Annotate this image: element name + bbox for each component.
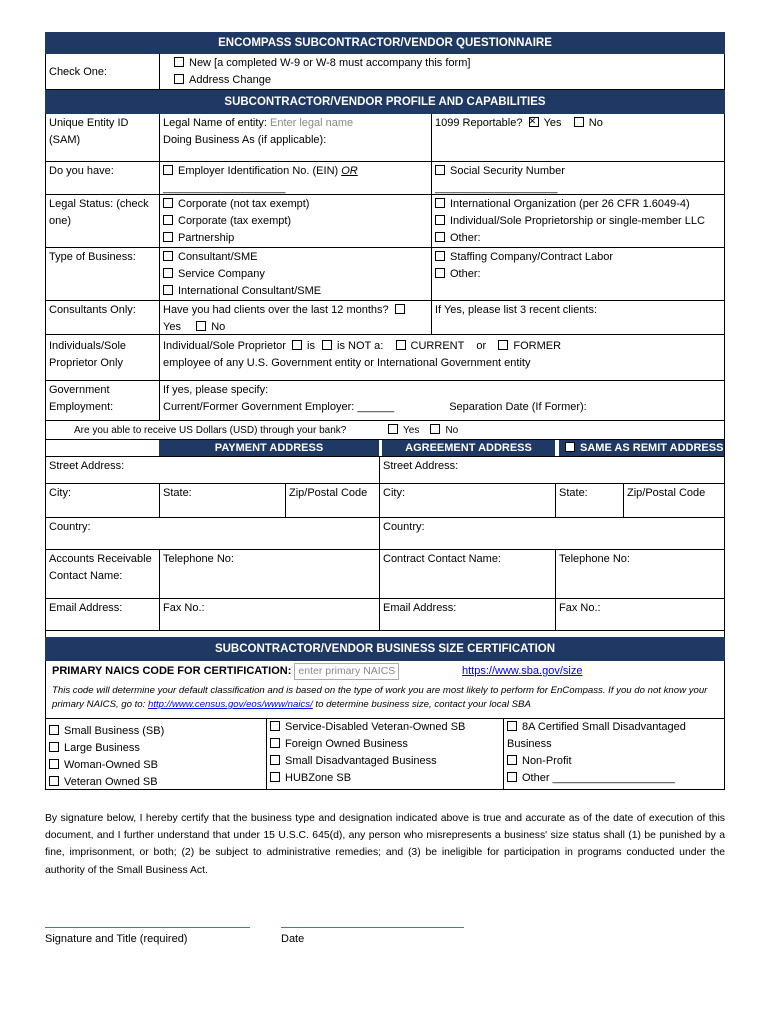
partnership-checkbox[interactable] [163, 232, 173, 242]
gov-cell: If yes, please specify: Current/Former Government Employer: ______ Separation Date (If Former): [159, 381, 724, 420]
agreement-telephone-label: Telephone No: [555, 550, 724, 598]
profile-title: SUBCONTRACTOR/VENDOR PROFILE AND CAPABILITIES [45, 90, 725, 114]
agreement-email-label: Email Address: [379, 599, 555, 630]
sole-prop-option[interactable]: Individual/Sole Proprietorship or single-member LLC [435, 213, 721, 230]
date-label: Date [281, 932, 305, 945]
same-as-remit[interactable]: SAME AS REMIT ADDRESS [559, 440, 724, 456]
reportable-no-checkbox[interactable] [574, 117, 584, 127]
naics-input[interactable]: enter primary NAICS [294, 663, 399, 680]
usd-options: Yes No [384, 421, 724, 439]
size-checkbox[interactable] [49, 759, 59, 769]
size-col-2 [266, 719, 503, 789]
uei-label: Unique Entity ID (SAM) [49, 117, 129, 146]
individuals-text-2: employee of any U.S. Government entity or International Government entity [163, 357, 531, 369]
address-header-row [45, 440, 725, 456]
individuals-row [45, 335, 725, 381]
legal-name-cell [159, 114, 431, 161]
contract-contact-label: Contract Contact Name: [379, 550, 555, 598]
census-link[interactable]: http://www.census.gov/eos/www/naics/ [147, 699, 313, 710]
payment-street-label: Street Address: [49, 460, 125, 472]
size-options [46, 719, 724, 789]
staffing-checkbox[interactable] [435, 251, 445, 261]
intl-org-checkbox[interactable] [435, 198, 445, 208]
agreement-country-label: Country: [379, 518, 724, 549]
intl-consultant-option[interactable]: International Consultant/SME [163, 283, 428, 300]
agreement-fax-label: Fax No.: [555, 599, 724, 630]
city-row [45, 484, 725, 518]
sole-prop-checkbox[interactable] [435, 215, 445, 225]
size-checkbox[interactable] [507, 721, 517, 731]
date-line[interactable] [281, 927, 464, 928]
former-checkbox[interactable] [498, 340, 508, 350]
legal-name-label: Legal Name of entity: [163, 117, 267, 129]
legal-status-label: Legal Status: (check one) [49, 198, 149, 227]
partnership-option[interactable]: Partnership [163, 230, 428, 247]
country-row [45, 518, 725, 550]
agreement-city-label: City: [379, 484, 555, 517]
size-checkbox[interactable] [49, 776, 59, 786]
legal-status-left [159, 195, 431, 247]
consultant-option[interactable]: Consultant/SME [163, 249, 428, 266]
size-checkbox[interactable] [270, 721, 280, 731]
corporate-not-exempt-option[interactable]: Corporate (not tax exempt) [163, 196, 428, 213]
ein-blank[interactable]: ____________________ [163, 182, 286, 194]
business-other-checkbox[interactable] [435, 268, 445, 278]
consultant-checkbox[interactable] [163, 251, 173, 261]
size-option[interactable]: Small Disadvantaged Business [270, 753, 500, 770]
separation-date-label: Separation Date (If Former): [449, 401, 587, 413]
ar-contact-label: Accounts Receivable Contact Name: [49, 553, 152, 582]
current-checkbox[interactable] [396, 340, 406, 350]
street-row [45, 456, 725, 484]
legal-status-right [431, 195, 724, 247]
legal-name-row [45, 114, 725, 162]
clients-question-cell: Have you had clients over the last 12 months? Yes No [159, 301, 431, 334]
reportable-yes-checkbox[interactable] [529, 117, 539, 127]
address-change-checkbox[interactable] [174, 74, 184, 84]
form-title: ENCOMPASS SUBCONTRACTOR/VENDOR QUESTIONNAIRE [45, 32, 725, 54]
usd-yes-checkbox[interactable] [388, 424, 398, 434]
payment-address-title: PAYMENT ADDRESS [159, 440, 379, 456]
size-option[interactable]: Woman-Owned SB [49, 757, 263, 774]
payment-email-label: Email Address: [49, 602, 123, 614]
business-type-right [431, 248, 724, 300]
payment-telephone-label: Telephone No: [159, 550, 379, 598]
gov-specify: If yes, please specify: [163, 384, 269, 396]
check-one-label: Check One: [49, 66, 108, 78]
check-one-options [159, 54, 473, 89]
size-option-nonprofit[interactable]: Non-Profit [507, 753, 721, 770]
service-company-checkbox[interactable] [163, 268, 173, 278]
signature-area [45, 913, 725, 983]
intl-org-option[interactable]: International Organization (per 26 CFR 1.6049-4) [435, 196, 721, 213]
agreement-street-label: Street Address: [379, 457, 724, 483]
ssn-checkbox[interactable] [435, 165, 445, 175]
size-option[interactable]: Veteran Owned SB [49, 774, 263, 791]
dba-label: Doing Business As (if applicable): [163, 134, 327, 146]
agreement-address-title: AGREEMENT ADDRESS [382, 440, 555, 456]
usd-no-checkbox[interactable] [430, 424, 440, 434]
size-option[interactable]: Small Business (SB) [49, 723, 263, 740]
size-checkbox[interactable] [270, 772, 280, 782]
size-option[interactable]: Service-Disabled Veteran-Owned SB [270, 719, 500, 736]
check-one-row [45, 54, 725, 90]
naics-note: This code will determine your default classification and is based on the type of work you are most likely to perform for EnCompass. If you do not know your primary NAICS, go to: http://www.census.gov/eos/www/naics/ to determine business size, contact your local SBA [46, 681, 724, 719]
size-option-other[interactable]: Other ____________________ [507, 770, 721, 787]
reportable-cell: 1099 Reportable? ✕ Yes No [431, 114, 724, 161]
staffing-option[interactable]: Staffing Company/Contract Labor [435, 249, 721, 266]
legal-other-checkbox[interactable] [435, 232, 445, 242]
questionnaire-form [45, 32, 725, 983]
size-checkbox[interactable] [270, 738, 280, 748]
individuals-label: Individuals/Sole Proprietor Only [49, 340, 127, 369]
size-title: SUBCONTRACTOR/VENDOR BUSINESS SIZE CERTIFICATION [45, 637, 725, 661]
ein-checkbox[interactable] [163, 165, 173, 175]
gov-label: Government Employment: [49, 384, 114, 413]
size-option[interactable]: HUBZone SB [270, 770, 500, 787]
is-checkbox[interactable] [292, 340, 302, 350]
size-checkbox[interactable] [49, 742, 59, 752]
option-new[interactable]: New [a completed W-9 or W-8 must accompany this form] [174, 55, 470, 72]
size-checkbox[interactable] [507, 772, 517, 782]
business-type-left [159, 248, 431, 300]
size-checkbox[interactable] [270, 755, 280, 765]
signature-line[interactable] [45, 927, 250, 928]
agreement-state-label: State: [555, 484, 623, 517]
naics-label: PRIMARY NAICS CODE FOR CERTIFICATION: [52, 665, 292, 677]
type-business-label: Type of Business: [49, 251, 136, 263]
size-checkbox[interactable] [507, 755, 517, 765]
usd-row [45, 421, 725, 440]
payment-country-label: Country: [49, 521, 91, 533]
same-as-remit-checkbox[interactable] [565, 442, 575, 452]
ein-cell: Employer Identification No. (EIN) OR ____________________ [159, 162, 431, 194]
legal-other-option[interactable]: Other: [435, 230, 721, 247]
gov-employer-blank[interactable]: ______ [357, 401, 395, 413]
service-company-option[interactable]: Service Company [163, 266, 428, 283]
payment-fax-label: Fax No.: [159, 599, 379, 630]
size-option-8a[interactable]: 8A Certified Small Disadvantaged Business [507, 721, 686, 750]
ssn-cell: Social Security Number ____________________ [431, 162, 724, 194]
payment-city-label: City: [49, 487, 71, 499]
size-col-3 [503, 719, 724, 789]
size-section [45, 661, 725, 790]
size-option[interactable]: Foreign Owned Business [270, 736, 500, 753]
option-address-change[interactable]: Address Change [174, 72, 470, 89]
size-option[interactable]: Large Business [49, 740, 263, 757]
corporate-not-exempt-checkbox[interactable] [163, 198, 173, 208]
signature-label: Signature and Title (required) [45, 932, 188, 945]
is-not-checkbox[interactable] [322, 340, 332, 350]
consultants-row [45, 301, 725, 335]
clients-yes-checkbox[interactable] [395, 304, 405, 314]
business-other-option[interactable]: Other: [435, 266, 721, 283]
individuals-cell: Individual/Sole Proprietor is is NOT a: CURRENT or FORMER employee of any U.S. Government entity or International Government entity [159, 335, 724, 380]
contact-row [45, 550, 725, 599]
corporate-exempt-option[interactable]: Corporate (tax exempt) [163, 213, 428, 230]
intl-consultant-checkbox[interactable] [163, 285, 173, 295]
consultants-only-label: Consultants Only: [49, 304, 136, 316]
new-checkbox[interactable] [174, 57, 184, 67]
ssn-blank[interactable]: ____________________ [435, 182, 558, 194]
payment-zip-label: Zip/Postal Code [285, 484, 379, 517]
reportable-label: 1099 Reportable? [435, 117, 523, 129]
legal-name-input[interactable]: Enter legal name [270, 117, 354, 129]
tax-id-row [45, 162, 725, 195]
naics-row [46, 661, 724, 681]
usd-question: Are you able to receive US Dollars (USD) through your bank? [74, 425, 347, 436]
business-type-row [45, 248, 725, 301]
certification-text: By signature below, I hereby certify that the business type and designation indicated above is true and accurate as of the date of execution of this document, and I further understand that under 15 U.S.C. 645(d), any person who misrepresents a business' size status shall (1) be punished by a fine, imprisonment, or both; (2) be subject to administrative remedies; and (3) be ineligible for participation in programs conducted under the authority of the Small Business Act. [45, 813, 725, 876]
do-you-have-label: Do you have: [49, 165, 114, 177]
email-row [45, 599, 725, 631]
recent-clients-label: If Yes, please list 3 recent clients: [431, 301, 724, 334]
corporate-exempt-checkbox[interactable] [163, 215, 173, 225]
legal-status-row [45, 195, 725, 248]
clients-no-checkbox[interactable] [196, 321, 206, 331]
payment-state-label: State: [159, 484, 285, 517]
agreement-zip-label: Zip/Postal Code [623, 484, 724, 517]
size-col-1 [46, 719, 266, 789]
gov-employment-row [45, 381, 725, 421]
sba-link[interactable]: https://www.sba.gov/size [462, 665, 583, 677]
size-checkbox[interactable] [49, 725, 59, 735]
